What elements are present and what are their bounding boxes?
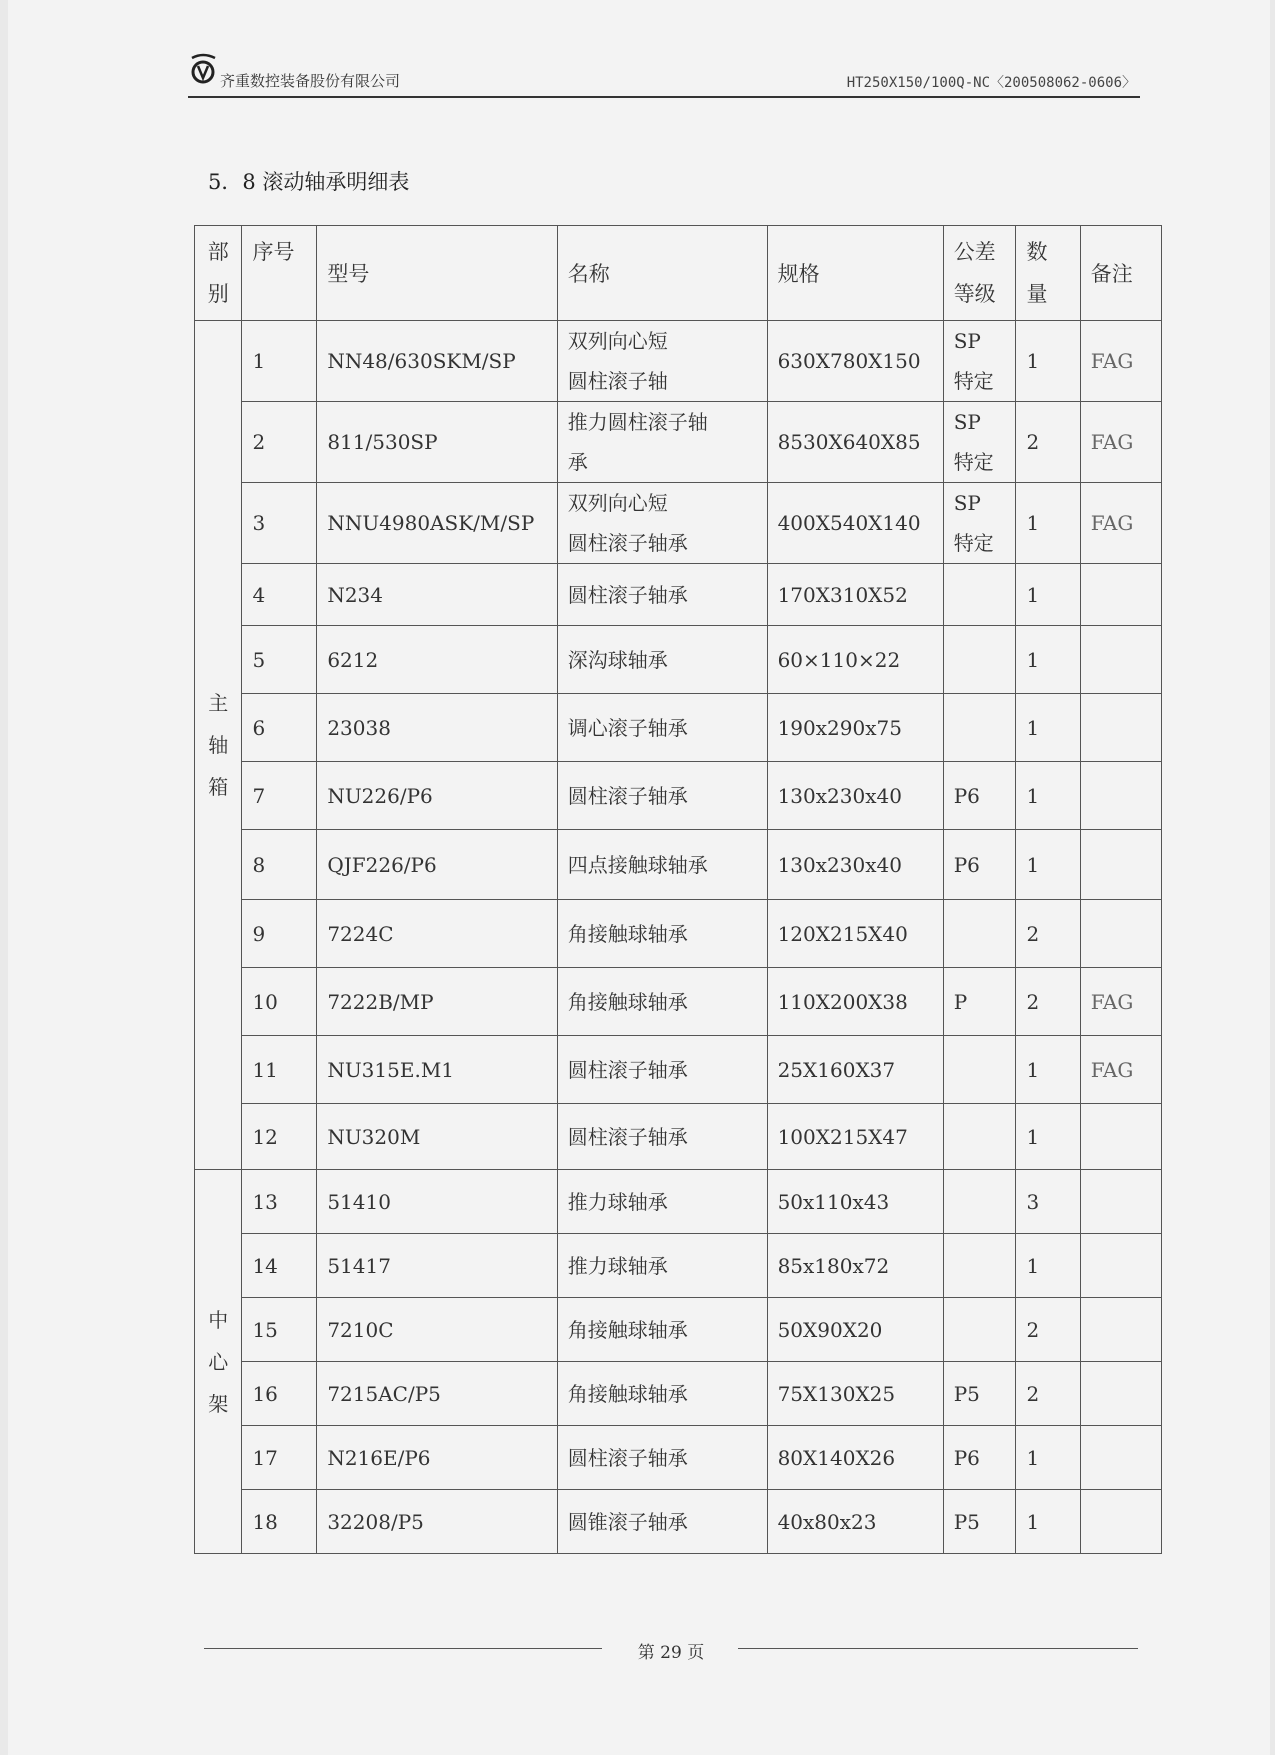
note-cell: FAG (1080, 483, 1161, 564)
tolerance-cell: SP 特定 (943, 402, 1016, 483)
model-cell: 6212 (317, 626, 557, 694)
qty-cell: 2 (1016, 968, 1080, 1036)
table-body (195, 321, 1162, 1554)
header-tolerance: 公差 等级 (943, 226, 1016, 321)
header-name: 名称 (557, 226, 767, 321)
note-cell (1080, 564, 1161, 626)
tolerance-cell (943, 564, 1016, 626)
model-cell: 7224C (317, 900, 557, 968)
name-cell: 推力球轴承 (557, 1234, 767, 1298)
table-row (195, 1298, 1162, 1362)
tolerance-cell: P5 (943, 1362, 1016, 1426)
name-cell: 角接触球轴承 (557, 900, 767, 968)
seq-cell: 10 (242, 968, 317, 1036)
seq-cell: 2 (242, 402, 317, 483)
name-cell: 角接触球轴承 (557, 1298, 767, 1362)
table-row (195, 483, 1162, 564)
dept-cell: 中 心 架 (195, 1170, 242, 1554)
name-cell: 四点接触球轴承 (557, 830, 767, 900)
qty-cell: 1 (1016, 1490, 1080, 1554)
table-row (195, 968, 1162, 1036)
note-cell (1080, 694, 1161, 762)
document-page (8, 0, 1270, 1755)
note-cell (1080, 1298, 1161, 1362)
seq-cell: 3 (242, 483, 317, 564)
table-row (195, 1104, 1162, 1170)
spec-cell: 130x230x40 (767, 830, 943, 900)
note-cell (1080, 762, 1161, 830)
model-cell: NN48/630SKM/SP (317, 321, 557, 402)
tolerance-cell: P6 (943, 1426, 1016, 1490)
tolerance-cell (943, 1170, 1016, 1234)
seq-cell: 13 (242, 1170, 317, 1234)
note-cell (1080, 1362, 1161, 1426)
seq-cell: 15 (242, 1298, 317, 1362)
qty-cell: 1 (1016, 762, 1080, 830)
qty-cell: 1 (1016, 1234, 1080, 1298)
name-cell: 圆柱滚子轴承 (557, 564, 767, 626)
model-cell: NU315E.M1 (317, 1036, 557, 1104)
table-row (195, 564, 1162, 626)
qty-cell: 3 (1016, 1170, 1080, 1234)
qty-cell: 1 (1016, 694, 1080, 762)
spec-cell: 40x80x23 (767, 1490, 943, 1554)
name-cell: 双列向心短 圆柱滚子轴 (557, 321, 767, 402)
note-cell (1080, 900, 1161, 968)
table-row (195, 830, 1162, 900)
spec-cell: 85x180x72 (767, 1234, 943, 1298)
qty-cell: 1 (1016, 564, 1080, 626)
table-row (195, 1362, 1162, 1426)
spec-cell: 190x290x75 (767, 694, 943, 762)
header-seq: 序号 (242, 226, 317, 321)
note-cell (1080, 1426, 1161, 1490)
spec-cell: 110X200X38 (767, 968, 943, 1036)
header-model: 型号 (317, 226, 557, 321)
tolerance-cell: SP 特定 (943, 321, 1016, 402)
note-cell: FAG (1080, 402, 1161, 483)
company-logo-icon (188, 52, 218, 88)
spec-cell: 50X90X20 (767, 1298, 943, 1362)
note-cell (1080, 626, 1161, 694)
name-cell: 圆柱滚子轴承 (557, 762, 767, 830)
model-cell: NNU4980ASK/M/SP (317, 483, 557, 564)
note-cell: FAG (1080, 1036, 1161, 1104)
section-title: 5．8 滚动轴承明细表 (208, 170, 410, 194)
spec-cell: 60×110×22 (767, 626, 943, 694)
spec-cell: 100X215X47 (767, 1104, 943, 1170)
model-cell: 23038 (317, 694, 557, 762)
name-cell: 双列向心短 圆柱滚子轴承 (557, 483, 767, 564)
table-row (195, 1234, 1162, 1298)
table-row (195, 694, 1162, 762)
spec-cell: 25X160X37 (767, 1036, 943, 1104)
name-cell: 圆柱滚子轴承 (557, 1036, 767, 1104)
seq-cell: 16 (242, 1362, 317, 1426)
qty-cell: 1 (1016, 830, 1080, 900)
name-cell: 深沟球轴承 (557, 626, 767, 694)
dept-cell: 主 轴 箱 (195, 321, 242, 1170)
tolerance-cell (943, 1234, 1016, 1298)
page-header (188, 50, 1140, 98)
note-cell (1080, 830, 1161, 900)
seq-cell: 9 (242, 900, 317, 968)
tolerance-cell (943, 1036, 1016, 1104)
spec-cell: 400X540X140 (767, 483, 943, 564)
note-cell (1080, 1234, 1161, 1298)
spec-cell: 50x110x43 (767, 1170, 943, 1234)
qty-cell: 2 (1016, 402, 1080, 483)
note-cell: FAG (1080, 321, 1161, 402)
spec-cell: 75X130X25 (767, 1362, 943, 1426)
table-row (195, 1036, 1162, 1104)
qty-cell: 1 (1016, 1104, 1080, 1170)
seq-cell: 12 (242, 1104, 317, 1170)
name-cell: 圆锥滚子轴承 (557, 1490, 767, 1554)
table-row (195, 1490, 1162, 1554)
seq-cell: 17 (242, 1426, 317, 1490)
table-row (195, 1426, 1162, 1490)
note-cell: FAG (1080, 968, 1161, 1036)
qty-cell: 2 (1016, 900, 1080, 968)
spec-cell: 80X140X26 (767, 1426, 943, 1490)
name-cell: 角接触球轴承 (557, 1362, 767, 1426)
tolerance-cell (943, 900, 1016, 968)
model-cell: NU226/P6 (317, 762, 557, 830)
company-name: 齐重数控装备股份有限公司 (220, 72, 401, 90)
seq-cell: 8 (242, 830, 317, 900)
name-cell: 调心滚子轴承 (557, 694, 767, 762)
model-cell: QJF226/P6 (317, 830, 557, 900)
qty-cell: 1 (1016, 626, 1080, 694)
qty-cell: 1 (1016, 1036, 1080, 1104)
tolerance-cell: P6 (943, 830, 1016, 900)
model-cell: 7215AC/P5 (317, 1362, 557, 1426)
tolerance-cell (943, 626, 1016, 694)
note-cell (1080, 1104, 1161, 1170)
model-cell: 51410 (317, 1170, 557, 1234)
model-cell: 51417 (317, 1234, 557, 1298)
model-cell: 32208/P5 (317, 1490, 557, 1554)
model-cell: N216E/P6 (317, 1426, 557, 1490)
seq-cell: 18 (242, 1490, 317, 1554)
header-dept: 部 别 (195, 226, 242, 321)
name-cell: 角接触球轴承 (557, 968, 767, 1036)
tolerance-cell (943, 1104, 1016, 1170)
table-header-row (195, 226, 1162, 321)
seq-cell: 5 (242, 626, 317, 694)
tolerance-cell: SP 特定 (943, 483, 1016, 564)
header-note: 备注 (1080, 226, 1161, 321)
note-cell (1080, 1490, 1161, 1554)
spec-cell: 130x230x40 (767, 762, 943, 830)
qty-cell: 1 (1016, 1426, 1080, 1490)
seq-cell: 7 (242, 762, 317, 830)
seq-cell: 14 (242, 1234, 317, 1298)
table-row (195, 762, 1162, 830)
model-cell: 811/530SP (317, 402, 557, 483)
name-cell: 圆柱滚子轴承 (557, 1426, 767, 1490)
tolerance-cell (943, 1298, 1016, 1362)
tolerance-cell: P (943, 968, 1016, 1036)
tolerance-cell: P5 (943, 1490, 1016, 1554)
model-cell: 7222B/MP (317, 968, 557, 1036)
name-cell: 圆柱滚子轴承 (557, 1104, 767, 1170)
seq-cell: 6 (242, 694, 317, 762)
qty-cell: 1 (1016, 483, 1080, 564)
bearing-table (194, 225, 1162, 1554)
header-qty: 数 量 (1016, 226, 1080, 321)
name-cell: 推力圆柱滚子轴 承 (557, 402, 767, 483)
header-spec: 规格 (767, 226, 943, 321)
seq-cell: 1 (242, 321, 317, 402)
table-row (195, 1170, 1162, 1234)
qty-cell: 2 (1016, 1298, 1080, 1362)
page-number: 第 29 页 (637, 1643, 705, 1663)
tolerance-cell (943, 694, 1016, 762)
table-row (195, 321, 1162, 402)
table-row (195, 900, 1162, 968)
spec-cell: 170X310X52 (767, 564, 943, 626)
model-cell: N234 (317, 564, 557, 626)
name-cell: 推力球轴承 (557, 1170, 767, 1234)
tolerance-cell: P6 (943, 762, 1016, 830)
page-footer (204, 1638, 1138, 1663)
seq-cell: 4 (242, 564, 317, 626)
note-cell (1080, 1170, 1161, 1234)
spec-cell: 120X215X40 (767, 900, 943, 968)
model-cell: NU320M (317, 1104, 557, 1170)
seq-cell: 11 (242, 1036, 317, 1104)
document-code: HT250X150/100Q-NC〈200508062-0606〉 (846, 75, 1136, 91)
qty-cell: 2 (1016, 1362, 1080, 1426)
spec-cell: 630X780X150 (767, 321, 943, 402)
qty-cell: 1 (1016, 321, 1080, 402)
table-row (195, 402, 1162, 483)
model-cell: 7210C (317, 1298, 557, 1362)
spec-cell: 8530X640X85 (767, 402, 943, 483)
footer-rule-right (738, 1648, 1138, 1649)
table-row (195, 626, 1162, 694)
